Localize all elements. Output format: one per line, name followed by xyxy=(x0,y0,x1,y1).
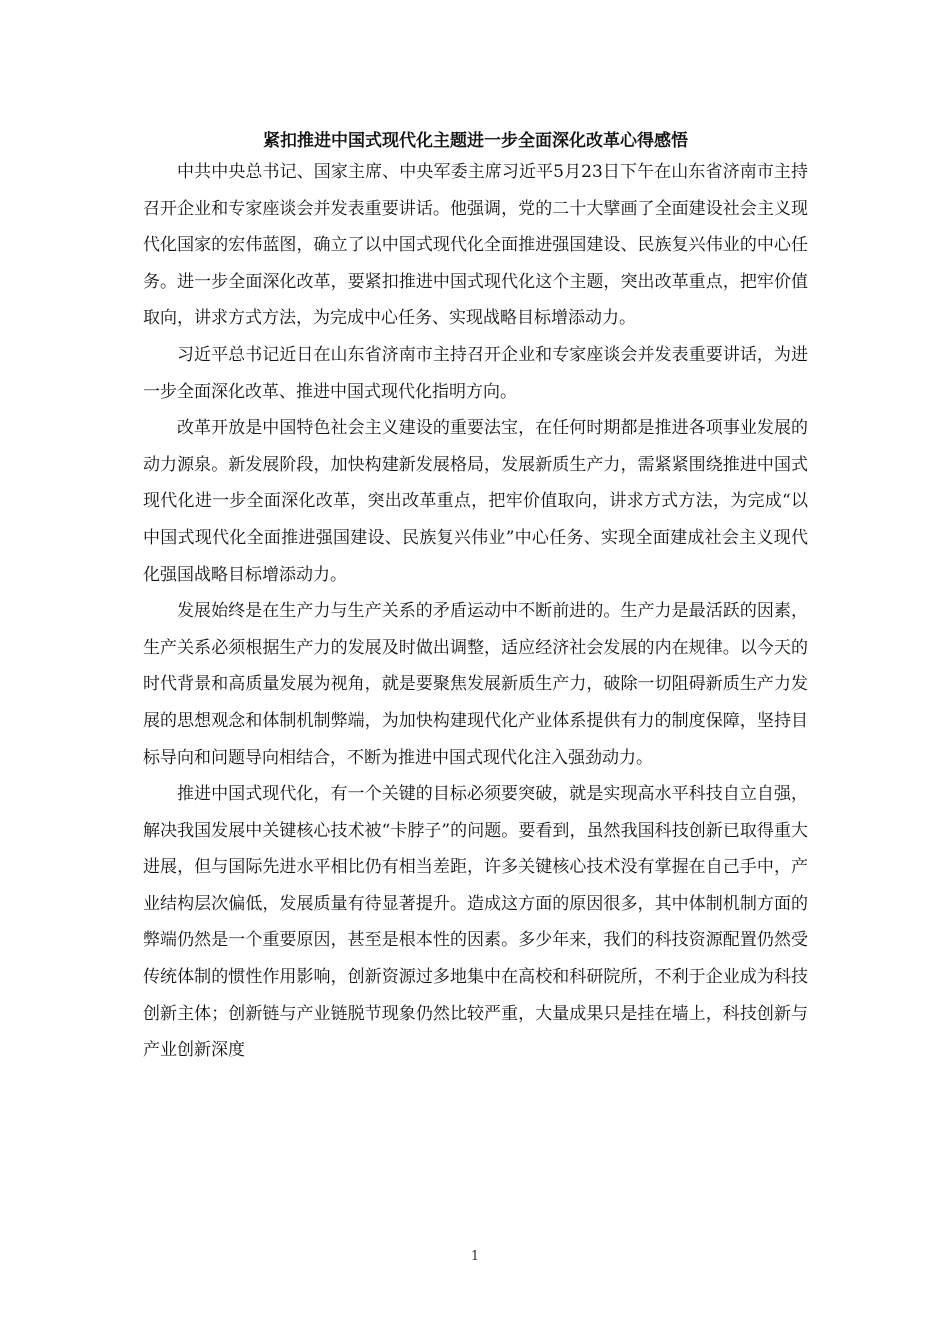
paragraph-5: 推进中国式现代化，有一个关键的目标必须要突破，就是实现高水平科技自立自强，解决我国发展中关键核心技术被“卡脖子”的问题。要看到，虽然我国科技创新已取得重大进展，但与国际先进水平相比仍有相当差距，许多关键核心技术没有掌握在自己手中，产业结构层次偏低，发展质量有待显著提升。造成这方面的原因很多，其中体制机制方面的弊端仍然是一个重要原因，甚至是根本性的因素。多少年来，我们的科技资源配置仍然受传统体制的惯性作用影响，创新资源过多地集中在高校和科研院所，不利于企业成为科技创新主体；创新链与产业链脱节现象仍然比较严重，大量成果只是挂在墙上，科技创新与产业创新深度 xyxy=(143,784,808,1061)
paragraph-4: 发展始终是在生产力与生产关系的矛盾运动中不断前进的。生产力是最活跃的因素，生产关系必须根据生产力的发展及时做出调整，适应经济社会发展的内在规律。以今天的时代背景和高质量发展为视角，就是要聚焦发展新质生产力，破除一切阻碍新质生产力发展的思想观念和体制机制弊端，为加快构建现代化产业体系提供有力的制度保障，坚持目标导向和问题导向相结合，不断为推进中国式现代化注入强劲动力。 xyxy=(143,601,808,768)
paragraph-1: 中共中央总书记、国家主席、中央军委主席习近平5月23日下午在山东省济南市主持召开企业和专家座谈会并发表重要讲话。他强调，党的二十大擘画了全面建设社会主义现代化国家的宏伟蓝图，确立了以中国式现代化全面推进强国建设、民族复兴伟业的中心任务。进一步全面深化改革，要紧扣推进中国式现代化这个主题，突出改革重点，把牢价值取向，讲求方式方法，为完成中心任务、实现战略目标增添动力。 xyxy=(143,162,808,329)
page-number: 1 xyxy=(470,1249,480,1264)
paragraph-2: 习近平总书记近日在山东省济南市主持召开企业和专家座谈会并发表重要讲话，为进一步全面深化改革、推进中国式现代化指明方向。 xyxy=(143,344,808,402)
document-body xyxy=(143,128,808,1069)
document-title: 紧扣推进中国式现代化主题进一步全面深化改革心得感悟 xyxy=(263,131,688,151)
paragraph-3: 改革开放是中国特色社会主义建设的重要法宝，在任何时期都是推进各项事业发展的动力源泉。新发展阶段，加快构建新发展格局，发展新质生产力，需紧紧围绕推进中国式现代化进一步全面深化改革，突出改革重点，把牢价值取向，讲求方式方法，为完成“以中国式现代化全面推进强国建设、民族复兴伟业”中心任务、实现全面建成社会主义现代化强国战略目标增添动力。 xyxy=(143,418,808,585)
